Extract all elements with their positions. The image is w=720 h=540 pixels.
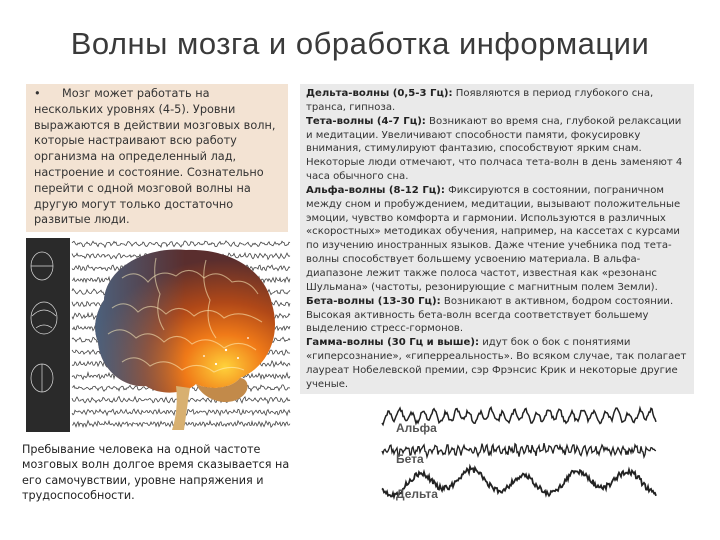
wave-name: Бета-волны (13-30 Гц):	[306, 295, 441, 307]
wave-name: Гамма-волны (30 Гц и выше):	[306, 337, 479, 349]
beta-label: Бета	[396, 452, 424, 466]
eeg-head-panel	[26, 238, 70, 432]
wave-desc: идут бок о бок с понятиями «гиперсознание», «гиперреальность». Во всяком случае, так полагает лауреат Нобелевской премии, сэр Фрэнсис Крик и некоторые другие ученые.	[306, 337, 687, 390]
wave-entry-theta	[306, 115, 688, 184]
intro-text: Мозг может работать на нескольких уровнях (4-5). Уровни выражаются в действии мозговых волн, которые настраивают всю работу организма на определенный лад, настроение и состояние. Сознательно перейти с одной мозговой волны на другую могут только достаточно развитые люди.	[34, 87, 276, 227]
bullet-marker: •	[34, 87, 41, 100]
brain-shape	[95, 250, 275, 430]
wave-samples-illustration	[380, 402, 660, 524]
waves-description-box	[300, 84, 694, 394]
wave-name: Тета-волны (4-7 Гц):	[306, 115, 426, 127]
intro-text-box	[26, 84, 288, 232]
wave-entry-alpha	[306, 184, 688, 295]
slide-title: Волны мозга и обработка информации	[70, 26, 650, 61]
brain-eeg-figure	[26, 238, 292, 432]
wave-desc: Появляются в период глубокого сна, транса, гипноза.	[306, 88, 654, 113]
wave-name: Дельта-волны (0,5-3 Гц):	[306, 88, 453, 99]
wave-entry-beta	[306, 295, 688, 337]
wave-entry-delta	[306, 87, 688, 115]
alpha-label: Альфа	[396, 421, 437, 435]
wave-entry-gamma	[306, 336, 688, 391]
brain-eeg-illustration	[26, 238, 292, 432]
caption-text: Пребывание человека на одной частоте мозговых волн долгое время сказывается на его самочувствии, уровне напряжения и трудоспособности.	[22, 443, 290, 503]
wave-desc: Фиксируются в состоянии, пограничном между сном и пробуждением, медитации, вызывают положительные эмоции, чувство комфорта и гармонии. Используются в различных «скоростных» методиках обучения, например, на кассетах с курсами по изучению иностранных языков. Даже чтение учебника под тета-волны способствует большему усвоению материала. В альфа-диапазоне лежит также полоса частот, известная как «резонанс Шульмана» (частоты, резонирующие с магнитным полем Земли).	[306, 184, 681, 293]
delta-label: Дельта	[396, 487, 438, 501]
eeg-trace-line	[72, 241, 290, 247]
wave-desc: Возникают во время сна, глубокой релаксации и медитации. Увеличивают способности памяти, фокусировку внимания, стимулируют фантазию, способствуют ярким снам. Некоторые люди отмечают, что полчаса тета-волн в день заменяют 4 часа обычного сна.	[306, 115, 683, 183]
wave-desc: Возникают в активном, бодром состоянии. Высокая активность бета-волн всегда соответствует большему выделению стресс-гормонов.	[306, 295, 674, 335]
wave-name: Альфа-волны (8-12 Гц):	[306, 184, 445, 196]
wave-samples-figure	[380, 402, 660, 524]
